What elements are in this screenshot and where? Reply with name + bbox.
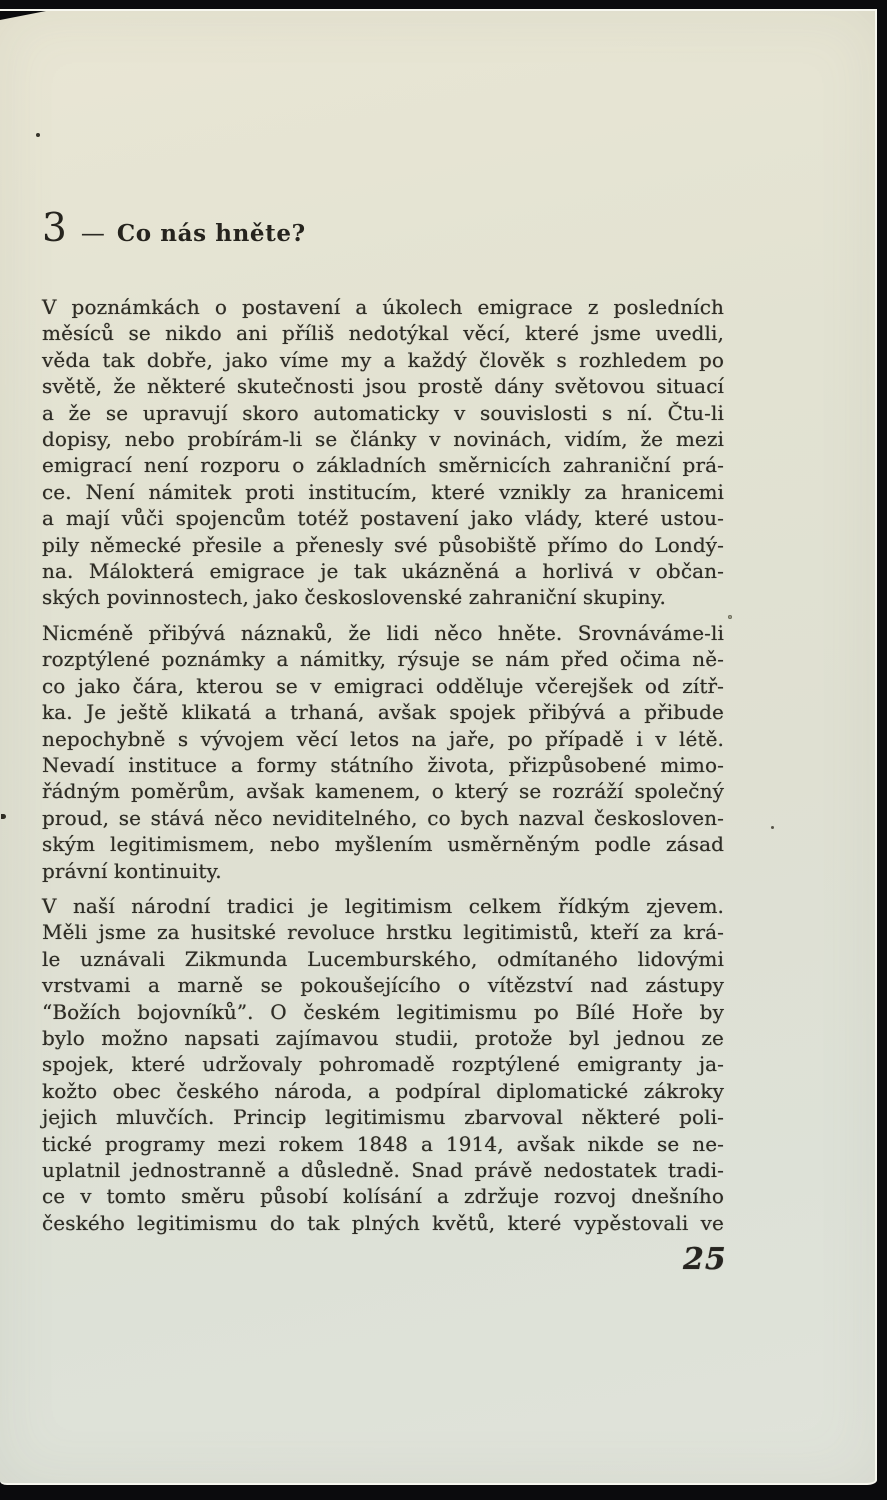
text-line: Nicméně přibývá náznaků, že lidi něco hněte. Srovnáváme-li [42,620,724,645]
text-line: ských povinnostech, jako československé zahraniční skupiny. [42,585,666,610]
text-line: emigrací není rozporu o základních směrnicích zahraniční prá- [42,453,724,478]
chapter-number: 3 [42,206,68,251]
text-line: a že se upravují skoro automaticky v souvislosti s ní. Čtu-li [42,400,724,425]
scan-speck [1,814,6,819]
text-line: proud, se stává něco neviditelného, co bych nazval českosloven- [42,805,724,830]
text-line: ským legitimismem, nebo myšlením usměrněným podle zásad [42,832,724,857]
scan-speck [36,133,40,137]
text-line: le uznávali Zikmunda Lucemburského, odmítaného lidovými [42,946,724,971]
scan-speck [771,826,774,829]
text-line: ce. Není námitek proti institucím, které vznikly za hranicemi [42,479,724,504]
scan-corner-shadow [0,11,46,20]
text-line: měsíců se nikdo ani příliš nedotýkal věcí, které jsme uvedli, [42,321,724,346]
chapter-heading [42,206,306,251]
text-line: ka. Je ještě klikatá a trhaná, avšak spojek přibývá a přibude [42,700,724,725]
paragraph [42,620,724,884]
text-line: vrstvami a marně se pokoušejícího o vítězství nad zástupy [42,973,724,998]
paragraph [42,294,724,611]
text-line: rozptýlené poznámky a námitky, rýsuje se nám před očima ně- [42,647,724,672]
body-text [42,294,724,1245]
text-line: Nevadí instituce a formy státního života, přizpůsobené mimo- [42,752,724,777]
text-line: jejich mluvčích. Princip legitimismu zbarvoval některé poli- [42,1105,724,1130]
text-line: co jako čára, kterou se v emigraci odděluje včerejšek od zítř- [42,673,724,698]
text-line: bylo možno napsati zajímavou studii, protože byl jednou ze [42,1025,724,1050]
text-line: Měli jsme za husitské revoluce hrstku legitimistů, kteří za krá- [42,920,724,945]
chapter-title: Co nás hněte? [116,220,306,247]
text-line: nepochybně s vývojem věcí letos na jaře, po případě i v létě. [42,726,724,751]
book-page [0,9,877,1485]
scan-speck [728,615,732,619]
text-line: uplatnil jednostranně a důsledně. Snad právě nedostatek tradi- [42,1158,724,1182]
text-line: na. Málokterá emigrace je tak ukázněná a horlivá v občan- [42,559,724,584]
text-line: a mají vůči spojencům totéž postavení jako vlády, které ustou- [42,506,724,531]
paragraph [42,893,724,1236]
text-line: řádným poměrům, avšak kamenem, o který se rozráží společný [42,779,724,804]
text-line: českého legitimismu do tak plných květů, které vypěstovali ve [42,1210,724,1235]
text-line: věda tak dobře, jako víme my a každý člověk s rozhledem po [42,347,724,372]
text-line: právní kontinuity. [42,858,222,883]
text-line: V naší národní tradici je legitimism celkem řídkým zjevem. [42,893,724,918]
text-line: dopisy, nebo probírám-li se články v novinách, vidím, že mezi [42,427,724,452]
text-line: V poznámkách o postavení a úkolech emigrace z posledních [42,295,724,319]
text-line: spojek, které udržovaly pohromadě rozptýlené emigranty ja- [42,1052,724,1077]
text-line: pily německé přesile a přenesly své působiště přímo do Londý- [42,532,724,557]
text-line: kožto obec českého národa, a podpíral diplomatické zákroky [42,1078,724,1103]
text-line: tické programy mezi rokem 1848 a 1914, avšak nikde se ne- [42,1131,724,1156]
text-line: světě, že některé skutečnosti jsou prostě dány světovou situací [42,374,724,399]
text-line: “Božích bojovníků”. O českém legitimismu po Bílé Hoře by [42,999,724,1024]
heading-dash: — [80,219,105,247]
text-line: ce v tomto směru působí kolísání a zdržuje rozvoj dnešního [42,1184,724,1209]
page-number: 25 [683,1242,727,1277]
